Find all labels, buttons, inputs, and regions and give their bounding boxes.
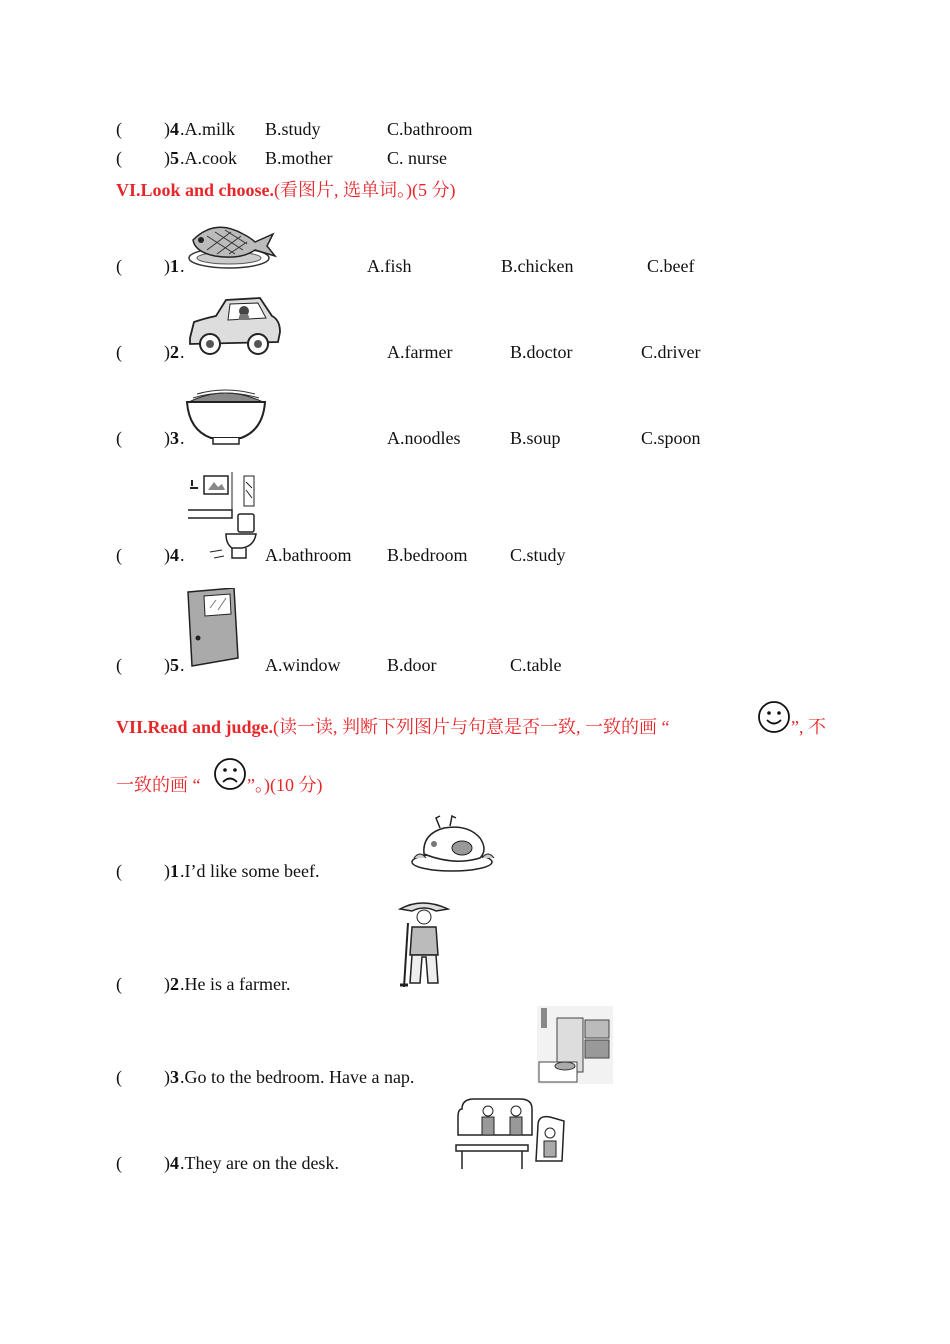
item-number: 5: [170, 148, 179, 168]
living-room-icon: [454, 1095, 566, 1171]
item-number: 4: [170, 1153, 179, 1173]
option-a: A.window: [265, 655, 341, 675]
answer-paren-open[interactable]: (: [116, 861, 122, 881]
answer-paren-close: ): [164, 119, 170, 139]
section7-heading-cn-3: 一致的画 “: [116, 775, 201, 795]
sad-face-icon: [213, 757, 247, 791]
option-b: B.door: [387, 655, 437, 675]
section6-heading: [116, 176, 456, 202]
section7-heading-cn-2: ”, 不: [791, 717, 826, 737]
option-a: .A.milk: [180, 119, 236, 139]
option-c: C.driver: [641, 342, 701, 362]
option-b: B.study: [265, 119, 321, 139]
answer-paren-close: ): [164, 1153, 170, 1173]
option-c: C.study: [510, 545, 566, 565]
answer-paren-close: ): [164, 256, 170, 276]
item-number: 5: [170, 655, 179, 675]
item-number: 2: [170, 974, 179, 994]
option-c: C.spoon: [641, 428, 701, 448]
answer-paren-open[interactable]: (: [116, 974, 122, 994]
option-c: C.beef: [647, 256, 695, 276]
answer-paren-open[interactable]: (: [116, 148, 122, 168]
option-c: C.bathroom: [387, 119, 473, 139]
answer-paren-close: ): [164, 428, 170, 448]
answer-paren-close: ): [164, 655, 170, 675]
item-number: 1: [170, 861, 179, 881]
option-b: B.mother: [265, 148, 333, 168]
section7-heading-cn-1: (读一读, 判断下列图片与句意是否一致, 一致的画 “: [273, 717, 670, 737]
item-sentence: .Go to the bedroom. Have a nap.: [180, 1067, 415, 1087]
fish-dish-icon: [185, 214, 277, 272]
item-number: 4: [170, 119, 179, 139]
item-number: 3: [170, 1067, 179, 1087]
item-sentence: .They are on the desk.: [180, 1153, 339, 1173]
item-number: 3: [170, 428, 179, 448]
item-number: 2: [170, 342, 179, 362]
item-dot: .: [180, 655, 185, 675]
section6-heading-en: VI.Look and choose.: [116, 180, 275, 200]
noodle-bowl-icon: [185, 384, 267, 446]
option-b: B.doctor: [510, 342, 573, 362]
option-a: A.farmer: [387, 342, 453, 362]
option-b: B.bedroom: [387, 545, 468, 565]
bathroom-icon: [188, 472, 258, 560]
car-driver-icon: [186, 294, 282, 360]
answer-paren-close: ): [164, 342, 170, 362]
answer-paren-close: ): [164, 861, 170, 881]
answer-paren-open[interactable]: (: [116, 342, 122, 362]
roast-chicken-icon: [410, 814, 496, 874]
item-number: 4: [170, 545, 179, 565]
item-dot: .: [180, 256, 185, 276]
answer-paren-open[interactable]: (: [116, 545, 122, 565]
item-dot: .: [180, 545, 185, 565]
section7-heading-cn-4: ”。)(10 分): [247, 775, 323, 795]
section6-heading-cn: (看图片, 选单词。)(5 分): [274, 180, 456, 200]
item-dot: .: [180, 342, 185, 362]
answer-paren-open[interactable]: (: [116, 655, 122, 675]
option-b: B.chicken: [501, 256, 574, 276]
item-number: 1: [170, 256, 179, 276]
option-a: .A.cook: [180, 148, 237, 168]
option-a: A.fish: [367, 256, 412, 276]
item-dot: .: [180, 428, 185, 448]
answer-paren-open[interactable]: (: [116, 119, 122, 139]
item-sentence: .I’d like some beef.: [180, 861, 320, 881]
answer-paren-close: ): [164, 545, 170, 565]
section7-heading-line1: [116, 713, 670, 739]
answer-paren-close: ): [164, 974, 170, 994]
option-a: A.noodles: [387, 428, 461, 448]
option-c: C. nurse: [387, 148, 447, 168]
section7-heading-en: VII.Read and judge.: [116, 717, 274, 737]
answer-paren-open[interactable]: (: [116, 1153, 122, 1173]
answer-paren-close: ): [164, 148, 170, 168]
option-b: B.soup: [510, 428, 561, 448]
option-a: A.bathroom: [265, 545, 352, 565]
door-icon: [186, 588, 242, 668]
farmer-icon: [394, 897, 452, 991]
smiley-face-icon: [757, 700, 791, 734]
kitchen-icon: [537, 1006, 613, 1084]
answer-paren-open[interactable]: (: [116, 1067, 122, 1087]
item-sentence: .He is a farmer.: [180, 974, 291, 994]
answer-paren-close: ): [164, 1067, 170, 1087]
answer-paren-open[interactable]: (: [116, 256, 122, 276]
option-c: C.table: [510, 655, 562, 675]
answer-paren-open[interactable]: (: [116, 428, 122, 448]
